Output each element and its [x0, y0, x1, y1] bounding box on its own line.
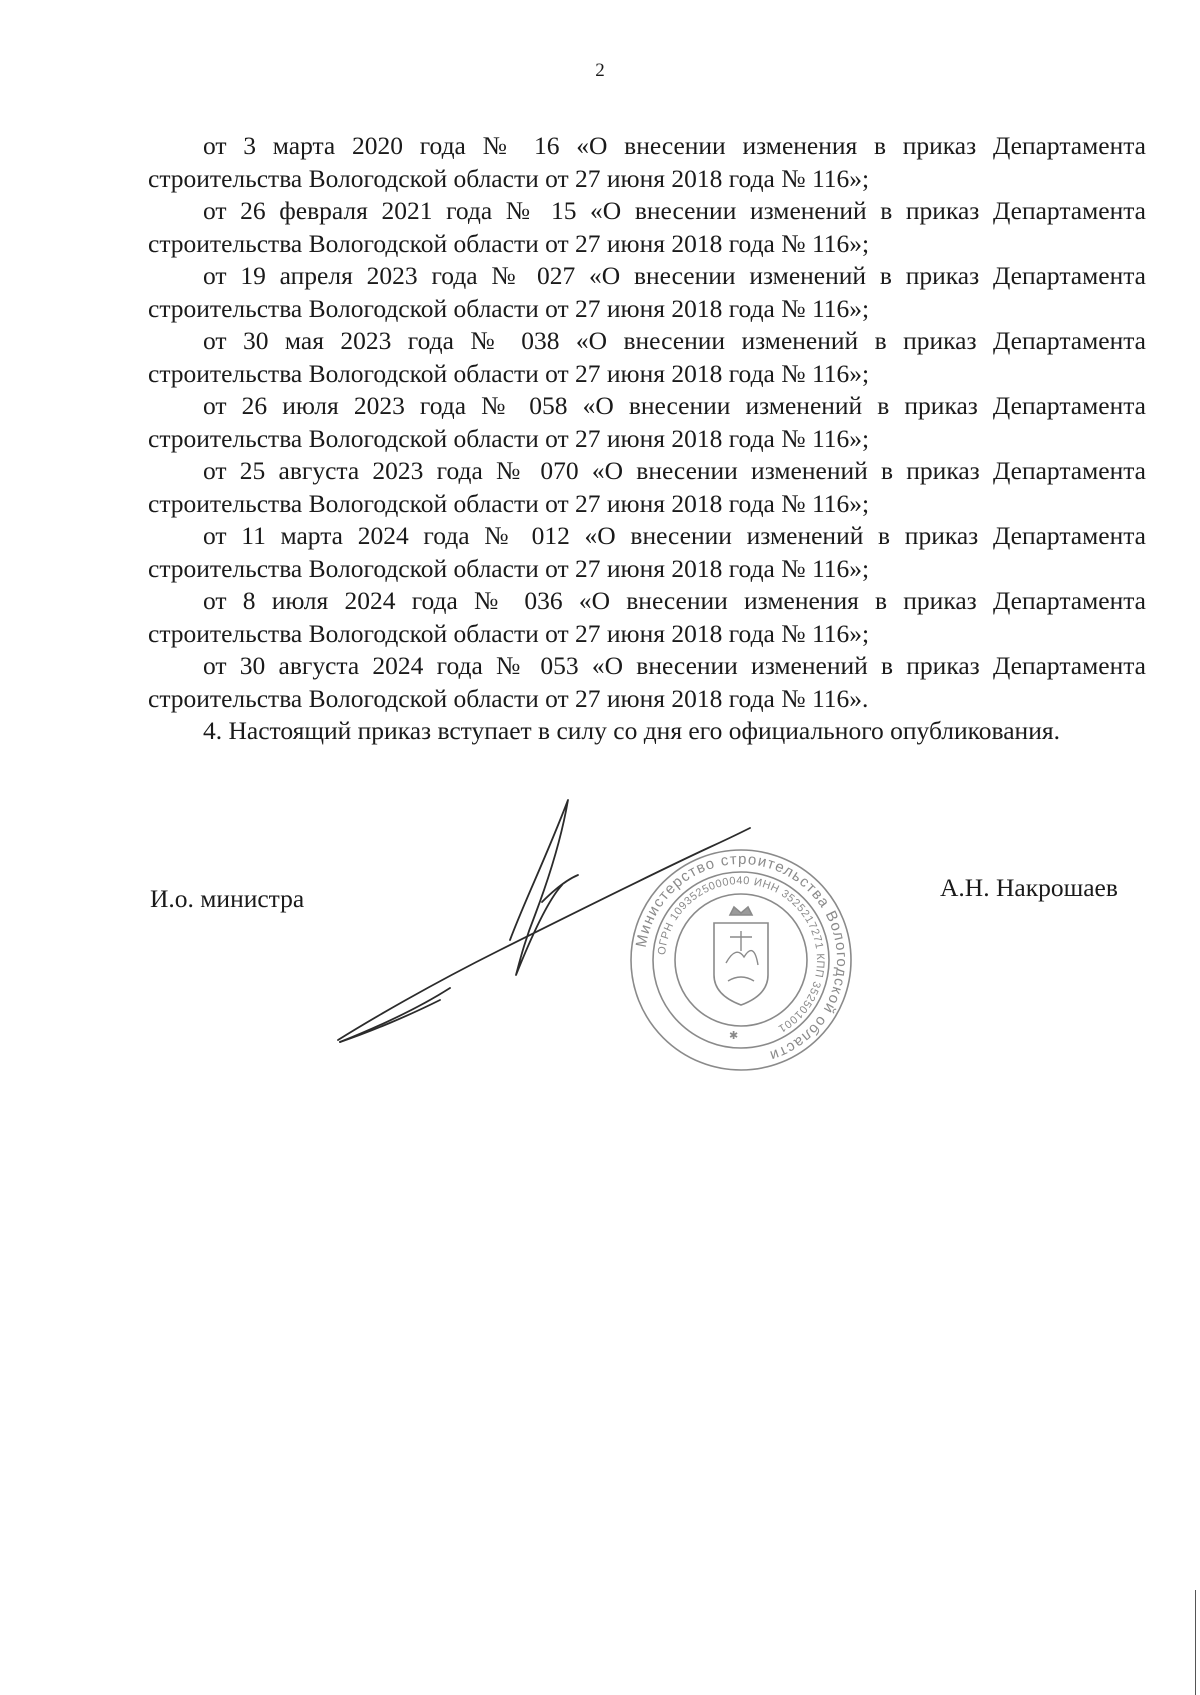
effective-date-clause: 4. Настоящий приказ вступает в силу со дня его официального опубликования.: [203, 716, 1060, 745]
signer-name: А.Н. Накрошаев: [940, 873, 1118, 902]
handwritten-signature: [330, 790, 790, 1050]
amendment-item: от 8 июля 2024 года № 036 «О внесении изменения в приказ Департамента строительства Вологодской области от 27 июня 2018 года № 116»;: [148, 586, 1146, 648]
amendment-item: от 30 мая 2023 года № 038 «О внесении изменений в приказ Департамента строительства Вологодской области от 27 июня 2018 года № 116»;: [148, 326, 1146, 388]
signer-position: И.о. министра: [150, 884, 305, 913]
amendment-item: от 19 апреля 2023 года № 027 «О внесении изменений в приказ Департамента строительства Вологодской области от 27 июня 2018 года № 116»;: [148, 261, 1146, 323]
amendment-item: от 26 февраля 2021 года № 15 «О внесении изменений в приказ Департамента строительства Вологодской области от 27 июня 2018 года № 116»;: [148, 196, 1146, 258]
page-number: 2: [595, 60, 605, 81]
amendment-item: от 26 июля 2023 года № 058 «О внесении изменений в приказ Департамента строительства Вологодской области от 27 июня 2018 года № 116»;: [148, 391, 1146, 453]
seal-outer-text: Министерство строительства Вологодской области: [632, 850, 851, 1065]
scan-edge-line: [1195, 1590, 1196, 1695]
amendment-item: от 30 августа 2024 года № 053 «О внесении изменений в приказ Департамента строительства Вологодской области от 27 июня 2018 года № 116».: [148, 651, 1146, 713]
seal-inner-text: ОГРН 1093525000040 ИНН 3525217271 КПП 352501001: [656, 874, 827, 1035]
amendment-item: от 3 марта 2020 года № 16 «О внесении изменения в приказ Департамента строительства Вологодской области от 27 июня 2018 года № 116»;: [148, 131, 1146, 193]
svg-text:✱: ✱: [729, 1029, 739, 1042]
document-body: [148, 130, 1146, 748]
amendment-item: от 25 августа 2023 года № 070 «О внесении изменений в приказ Департамента строительства Вологодской области от 27 июня 2018 года № 116»;: [148, 456, 1146, 518]
amendment-item: от 11 марта 2024 года № 012 «О внесении изменений в приказ Департамента строительства Вологодской области от 27 июня 2018 года № 116»;: [148, 521, 1146, 583]
